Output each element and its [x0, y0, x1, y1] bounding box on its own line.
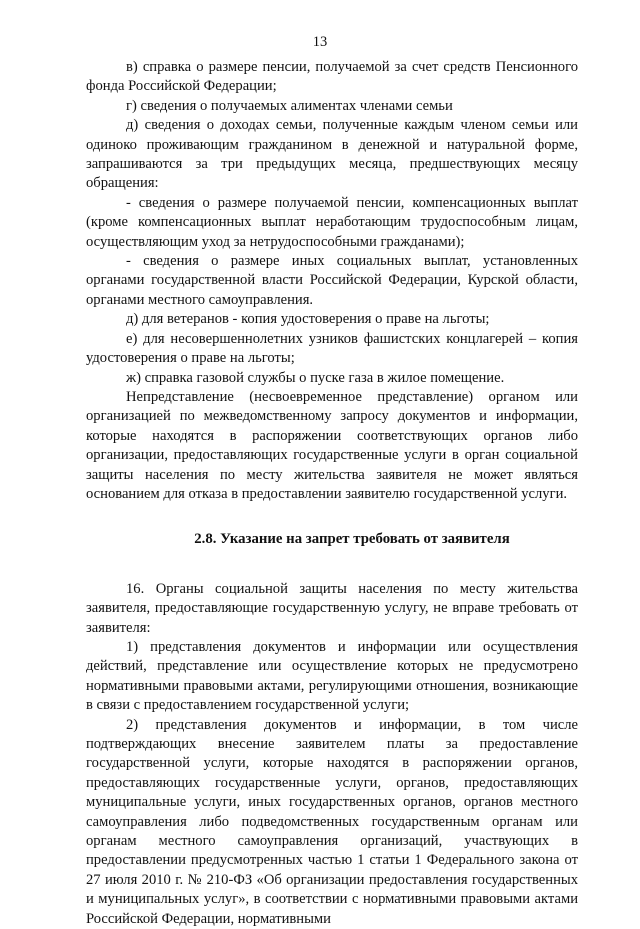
paragraph-veterans: д) для ветеранов - копия удостоверения о праве на льготы;	[126, 311, 490, 328]
paragraph-subitem-1: 1) представления документов и информации или осуществления действий, представление или осуществление которых не предусмотрено нормативными правовыми актами, регулирующими отношения, возникающие в связи с предоставлением государственной услуги;	[86, 638, 578, 714]
paragraph-subitem-2: 2) представления документов и информации, в том числе подтверждающих внесение заявителем платы за предоставление государственной услуги, которые находятся в распоряжении органов, предоставляющих государственные услуги, органов, предоставляющих муниципальные услуги, иных государственных органов, органов местного самоуправления либо подведомственных государственным органам или органам местного самоуправления организаций, участвующих в предоставлении предусмотренных частью 1 статьи 1 Федерального закона от 27 июля 2010 г. № 210-ФЗ «Об организации предоставления государственных и муниципальных услуг», в соответствии с нормативными правовыми актами Российской Федерации, нормативными	[86, 716, 578, 927]
page-number: 13	[312, 34, 328, 50]
paragraph-pension-amount: - сведения о размере получаемой пенсии, компенсационных выплат (кроме компенсационных выплат неработающим трудоспособным лицам, осуществляющим уход за нетрудоспособными гражданами);	[86, 194, 578, 250]
paragraph-social-payments: - сведения о размере иных социальных выплат, установленных органами государственной власти Российской Федерации, Курской области, органами местного самоуправления.	[86, 253, 578, 308]
document-body	[86, 58, 578, 929]
paragraph-alimony: г) сведения о получаемых алиментах членами семьи	[126, 97, 453, 114]
paragraph-prisoners: е) для несовершеннолетних узников фашистских концлагерей – копия удостоверения о праве на льготы;	[86, 330, 578, 367]
paragraph-gas-service: ж) справка газовой службы о пуске газа в жилое помещение.	[126, 369, 505, 386]
paragraph-pension-certificate: в) справка о размере пенсии, получаемой за счет средств Пенсионного фонда Российской Федерации;	[86, 59, 578, 95]
paragraph-non-submission: Непредставление (несвоевременное представление) органом или организацией по межведомственному запросу документов и информации, которые находятся в распоряжении соответствующих органов либо организации, предоставляющих государственные услуги в орган социальной защиты населения по месту жительства заявителя не может являться основанием для отказа в предоставлении заявителю государственной услуги.	[86, 388, 578, 502]
paragraph-item-16: 16. Органы социальной защиты населения по месту жительства заявителя, предоставляющие государственную услугу, не вправе требовать от заявителя:	[86, 580, 578, 636]
section-heading: 2.8. Указание на запрет требовать от заявителя	[194, 531, 510, 548]
paragraph-family-income: д) сведения о доходах семьи, полученные каждым членом семьи или одиноко проживающим гражданином в денежной и натуральной форме, запрашиваются за три предыдущих месяца, предшествующих месяцу обращения:	[86, 117, 578, 192]
